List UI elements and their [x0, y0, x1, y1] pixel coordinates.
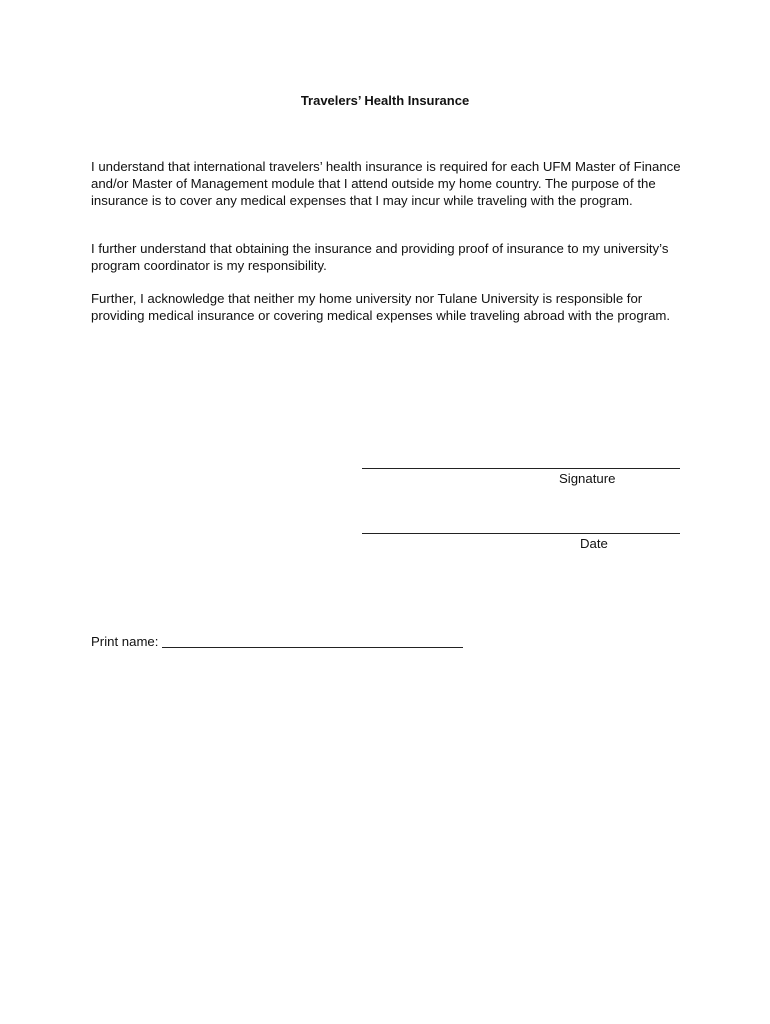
- document-title: Travelers’ Health Insurance: [300, 93, 470, 108]
- print-name-label: Print name:: [91, 634, 159, 649]
- signature-field[interactable]: [362, 468, 680, 469]
- print-name-field[interactable]: [162, 634, 463, 648]
- date-label: Date: [580, 536, 608, 551]
- date-field[interactable]: [362, 533, 680, 534]
- print-name-row: [91, 633, 463, 650]
- paragraph-proof-responsibility: I further understand that obtaining the insurance and providing proof of insurance to my university’s program coordinator is my responsibility.: [91, 241, 669, 273]
- signature-label: Signature: [559, 471, 616, 486]
- paragraph-liability-acknowledgement: Further, I acknowledge that neither my home university nor Tulane University is responsible for providing medical insurance or covering medical expenses while traveling abroad with the program.: [91, 291, 671, 323]
- paragraph-insurance-requirement: I understand that international travelers’ health insurance is required for each UFM Master of Finance and/or Master of Management module that I attend outside my home country. The purpose of the insurance is to cover any medical expenses that I may incur while traveling with the program.: [91, 159, 681, 208]
